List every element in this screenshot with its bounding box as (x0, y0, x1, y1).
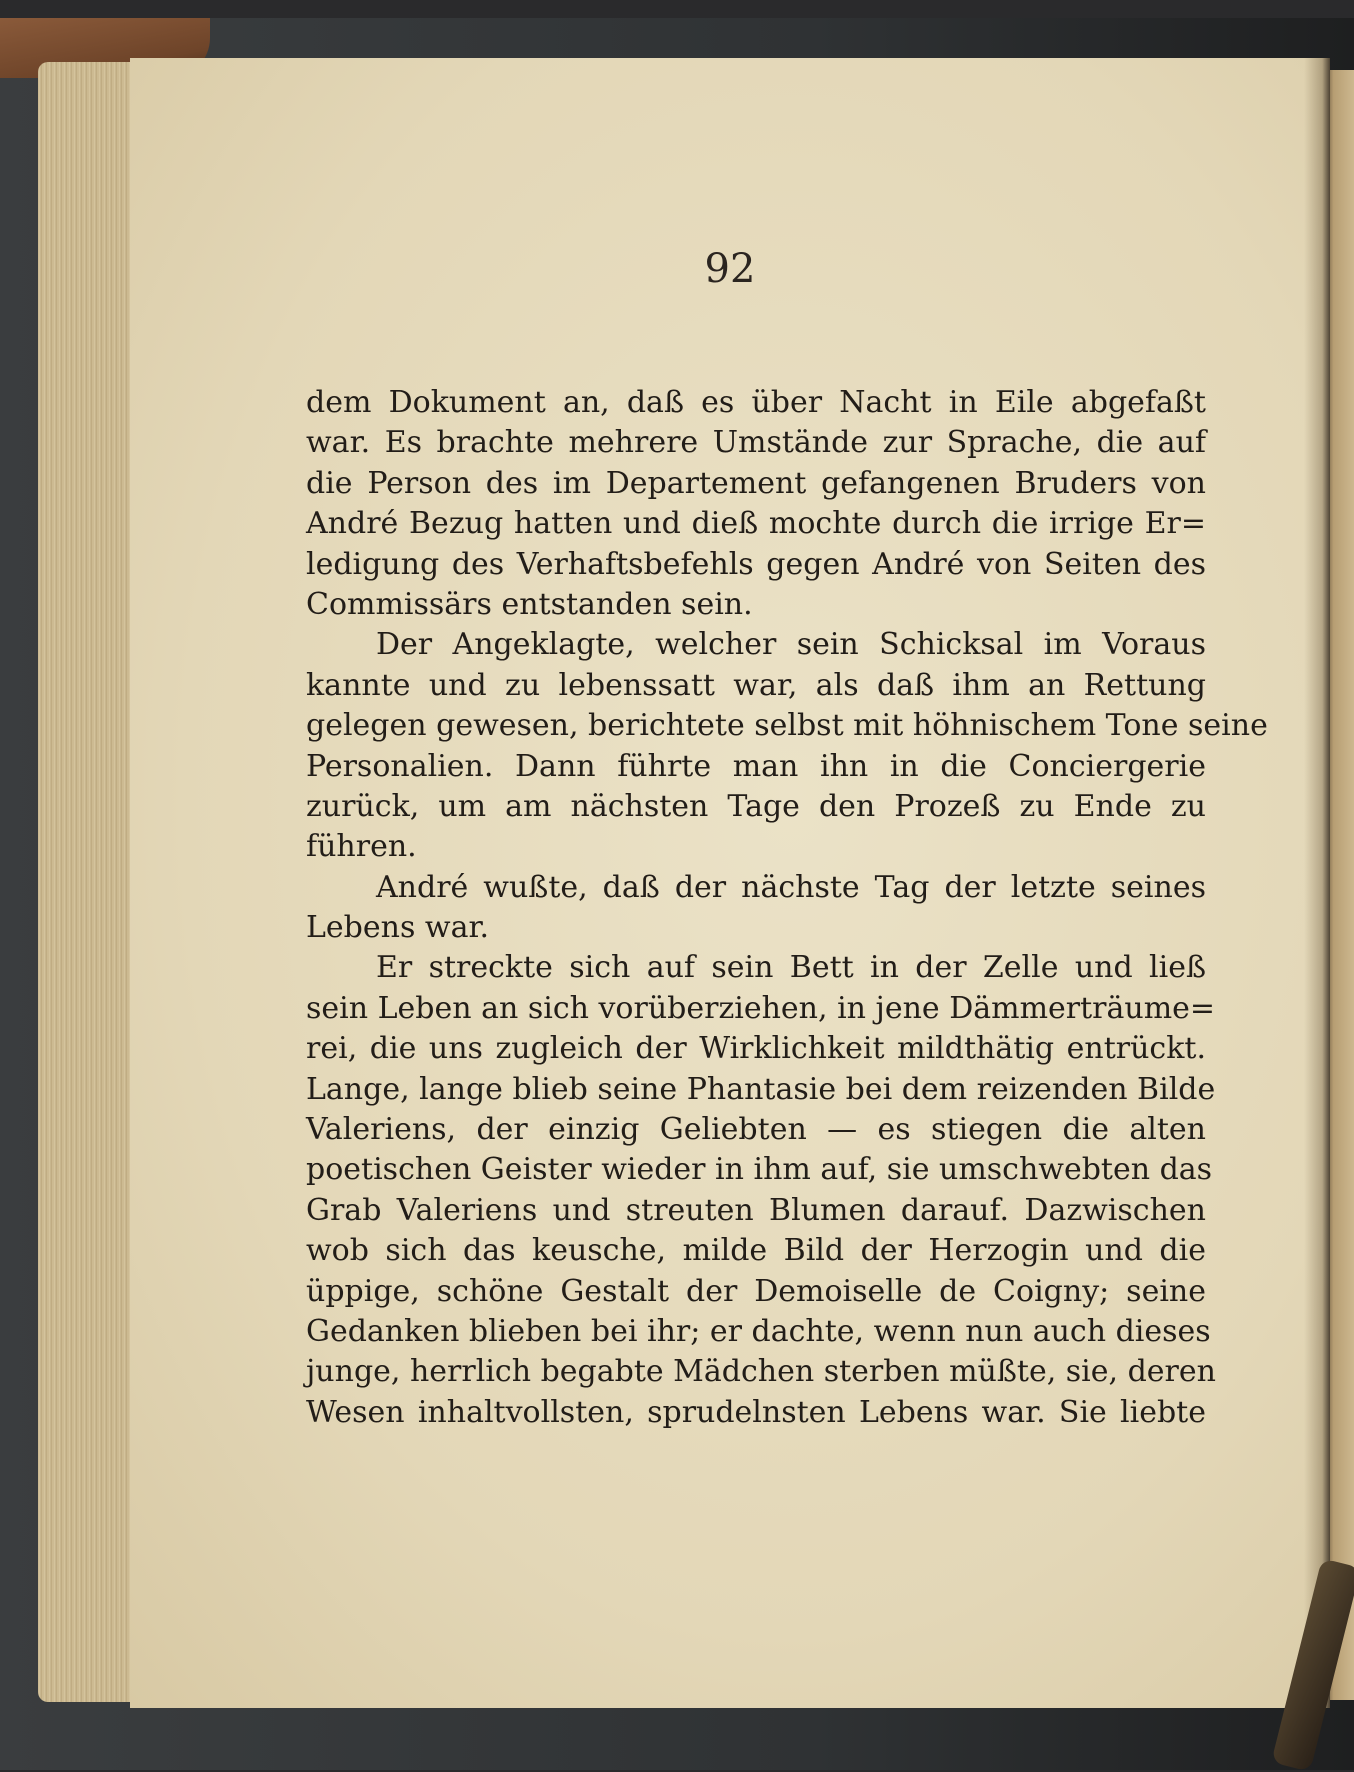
page-number: 92 (704, 246, 756, 292)
text-line: gelegen gewesen, berichtete selbst mit höhnischem Tone seine (306, 708, 1268, 744)
text-line: Er streckte sich auf sein Bett in der Zelle und ließ (376, 950, 1206, 986)
text-line: dem Dokument an, daß es über Nacht in Eile abgefaßt (306, 385, 1206, 420)
text-line: junge, herrlich begabte Mädchen sterben müßte, sie, deren (306, 1354, 1216, 1390)
text-line: Wesen inhaltvollsten, sprudelnsten Lebens war. Sie liebte (306, 1394, 1206, 1430)
page-gutter-shadow (1304, 58, 1330, 1708)
text-line: kannte und zu lebenssatt war, als daß ihm an Rettung (306, 667, 1206, 703)
text-line: ledigung des Verhaftsbefehls gegen André von Seiten des (306, 546, 1206, 582)
text-line: war. Es brachte mehrere Umstände zur Sprache, die auf (306, 425, 1206, 461)
text-line: üppige, schöne Gestalt der Demoiselle de Coigny; seine (306, 1273, 1206, 1309)
text-line: Personalien. Dann führte man ihn in die Conciergerie (306, 748, 1206, 784)
text-line: Commissärs entstanden sein. (306, 586, 753, 622)
text-line: André wußte, daß der nächste Tag der letzte seines (376, 869, 1206, 905)
text-line: Gedanken blieben bei ihr; er dachte, wenn nun auch dieses (306, 1313, 1211, 1349)
text-line: Valeriens, der einzig Geliebten — es stiegen die alten (306, 1112, 1206, 1148)
text-line: Grab Valeriens und streuten Blumen darauf. Dazwischen (306, 1192, 1206, 1228)
text-line: zurück, um am nächsten Tage den Prozeß zu Ende zu (306, 788, 1206, 824)
text-line: die Person des im Departement gefangenen Bruders von (306, 465, 1206, 501)
text-line: André Bezug hatten und dieß mochte durch die irrige Er= (306, 506, 1206, 542)
book-page (130, 58, 1330, 1708)
text-line: poetischen Geister wieder in ihm auf, sie umschwebten das (306, 1152, 1213, 1188)
text-line: Lebens war. (306, 910, 490, 946)
page-text (306, 383, 1268, 1433)
text-line: wob sich das keusche, milde Bild der Herzogin und die (306, 1233, 1206, 1269)
text-line: sein Leben an sich vorüberziehen, in jene Dämmerträume= (306, 990, 1216, 1026)
text-line: rei, die uns zugleich der Wirklichkeit mildthätig entrückt. (306, 1031, 1206, 1067)
text-line: Der Angeklagte, welcher sein Schicksal im Voraus (376, 627, 1206, 663)
text-line: führen. (306, 829, 417, 865)
text-line: Lange, lange blieb seine Phantasie bei dem reizenden Bilde (306, 1071, 1216, 1107)
